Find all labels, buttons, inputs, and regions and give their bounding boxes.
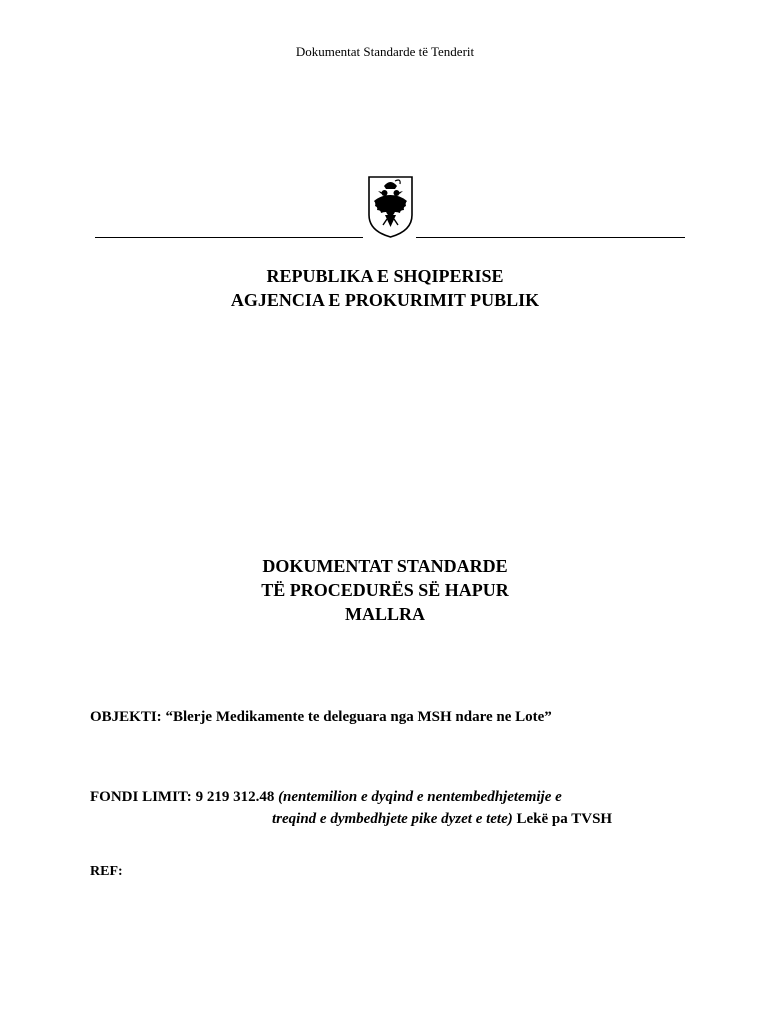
objekti-line (90, 709, 552, 726)
institution-heading (0, 264, 770, 312)
fondi-limit-line (90, 789, 562, 806)
divider-left (95, 237, 363, 238)
running-header: Dokumentat Standarde të Tenderit (295, 44, 475, 59)
fondi-limit-continuation (272, 811, 612, 828)
document-title (0, 554, 770, 626)
objekti-label: OBJEKTI: (90, 709, 162, 725)
fondi-limit-amount: 9 219 312.48 (195, 789, 275, 805)
fondi-limit-words-1: (nentemilion e dyqind e nentembedhjetemije e (278, 789, 562, 805)
objekti-value: “Blerje Medikamente te deleguara nga MSH ndare ne Lote” (165, 709, 552, 725)
fondi-limit-words-2: treqind e dymbedhjete pike dyzet e tete) (272, 811, 513, 827)
document-title-line-2: TË PROCEDURËS SË HAPUR (261, 580, 509, 600)
republic-name: REPUBLIKA E SHQIPERISE (266, 266, 504, 286)
document-title-line-3: MALLRA (345, 604, 425, 624)
document-title-line-1: DOKUMENTAT STANDARDE (262, 556, 508, 576)
fondi-limit-currency: Lekë pa TVSH (516, 811, 613, 827)
agency-name: AGJENCIA E PROKURIMIT PUBLIK (230, 290, 540, 310)
ref-label: REF: (90, 864, 123, 879)
albanian-eagle-emblem-icon (367, 175, 414, 239)
fondi-limit-label: FONDI LIMIT: (90, 789, 192, 805)
divider-right (416, 237, 685, 238)
